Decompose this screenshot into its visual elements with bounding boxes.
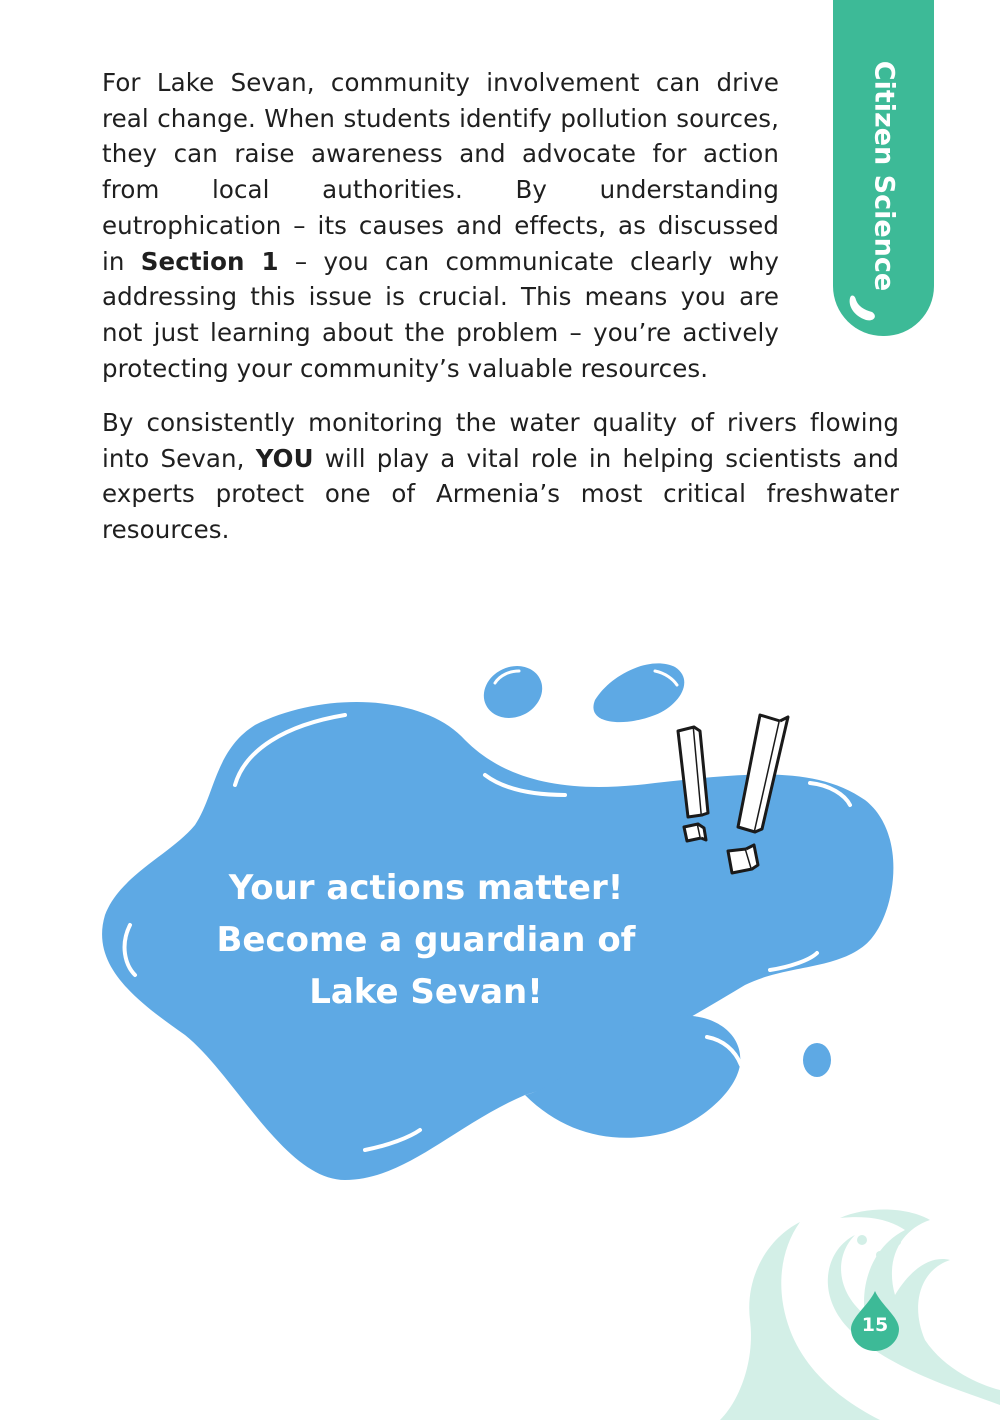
page-number: 15: [861, 1314, 889, 1336]
splash-droplet: [475, 657, 551, 728]
body-paragraph-monitoring: [102, 405, 899, 548]
body-paragraph-community: [102, 65, 779, 386]
exclamation-marks-icon: [670, 705, 810, 890]
section-tab-label: Citizen Science: [868, 60, 899, 292]
section-side-tab: [833, 0, 934, 336]
paragraph-text: – you can communicate clearly why addressing this issue is crucial. This means you are not just learning about the problem – you’re actively protecting your community’s valuable resources.: [102, 246, 779, 383]
wave-bubble: [895, 1239, 901, 1245]
wave-bubble: [857, 1235, 867, 1245]
wave-bubble: [876, 1251, 884, 1259]
section-reference: Section 1: [140, 246, 279, 276]
emphasis-you: YOU: [255, 443, 314, 473]
callout-line-1: Your actions matter!: [228, 868, 624, 908]
callout-line-2: Become a guardian of: [216, 920, 636, 960]
paragraph-text: For Lake Sevan, community involvement can drive real change. When students identify pollution sources, they can raise awareness and advocate for action from local authorities. By understanding eutrophication – its causes and effects, as discussed in: [102, 68, 779, 276]
water-drop-icon: [844, 292, 880, 328]
callout-message: [186, 862, 666, 1018]
paragraph-text: will play a vital role in helping scientists and experts protect one of Armenia’s most critical freshwater resources.: [102, 443, 899, 545]
paragraph-text: By consistently monitoring the water quality of rivers flowing into Sevan,: [102, 408, 899, 473]
splash-droplet: [803, 1043, 831, 1077]
callout-line-3: Lake Sevan!: [309, 972, 543, 1012]
